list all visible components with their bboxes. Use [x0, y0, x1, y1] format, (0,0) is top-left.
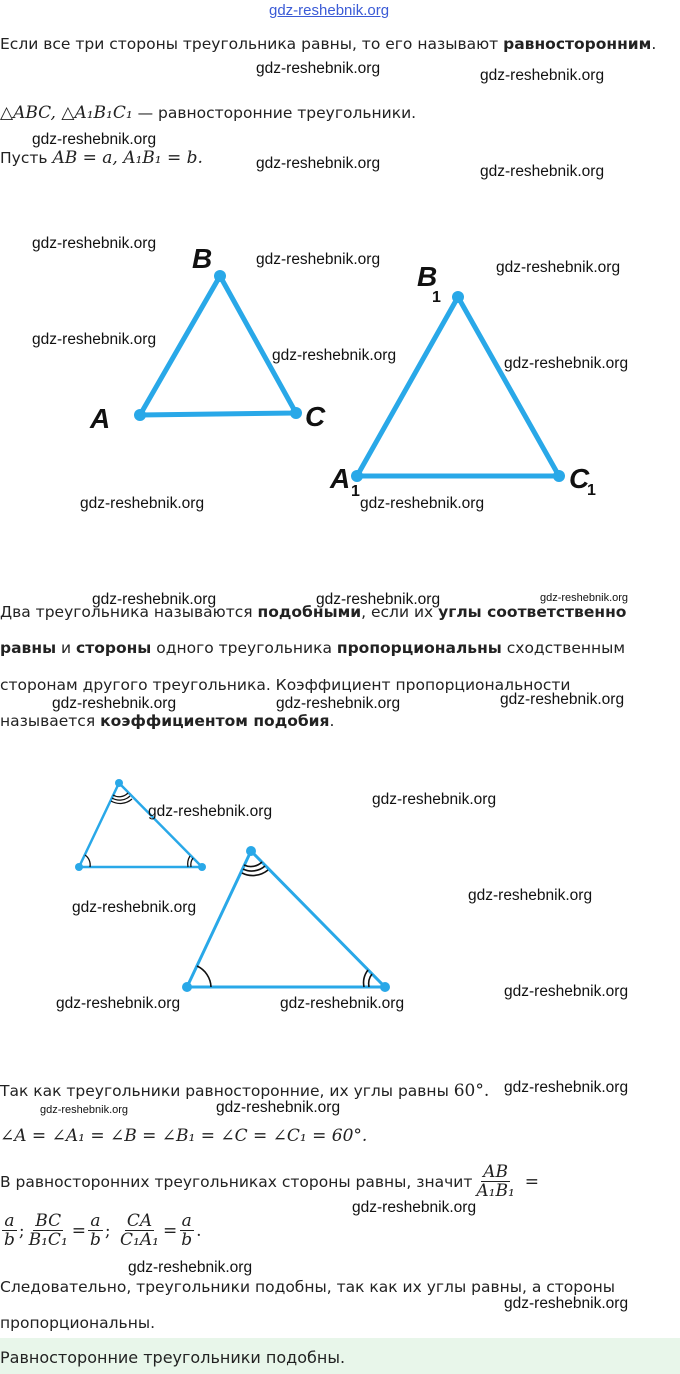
fraction-ca [118, 1212, 161, 1249]
def-text-1: Два треугольника называются [0, 603, 258, 621]
equals-2: = [162, 1220, 178, 1241]
def-text-4: одного треугольника [151, 639, 337, 657]
b2: b [90, 1230, 101, 1250]
similarity-definition-line4 [0, 711, 334, 731]
highlight-box [0, 1338, 680, 1374]
watermark: gdz-reshebnik.org [40, 1104, 129, 1116]
watermark: gdz-reshebnik.org [276, 695, 401, 712]
b1: b [4, 1230, 15, 1250]
watermark: gdz-reshebnik.org [216, 1099, 341, 1116]
watermark: gdz-reshebnik.org [72, 899, 197, 916]
label-A1-sub: 1 [351, 483, 360, 500]
watermark: gdz-reshebnik.org [272, 347, 397, 364]
watermark: gdz-reshebnik.org [128, 1259, 253, 1276]
def-bold-similar: подобными [257, 603, 362, 621]
equals: = [71, 1220, 87, 1241]
label-C1: C [569, 463, 590, 494]
watermark: gdz-reshebnik.org [80, 495, 205, 512]
label-B: B [192, 243, 213, 274]
bc-num: BC [35, 1211, 62, 1231]
watermark: gdz-reshebnik.org [504, 983, 629, 1000]
fraction-ab [474, 1163, 516, 1200]
watermark: gdz-reshebnik.org [32, 235, 157, 252]
label-A: A [90, 403, 111, 434]
def-text-2: , если их [361, 603, 439, 621]
watermark: gdz-reshebnik.org [480, 67, 605, 84]
label-B1: B [417, 261, 438, 292]
ca-num: CA [126, 1211, 153, 1231]
def-bold-angles: углы соответственно [438, 603, 627, 621]
bc-den: B₁C₁ [28, 1230, 68, 1250]
def-text-3: и [56, 639, 77, 657]
label-A1: A [330, 463, 351, 494]
watermark: gdz-reshebnik.org [32, 131, 157, 148]
watermark: gdz-reshebnik.org [372, 791, 497, 808]
similarity-definition-line3: сторонам другого треугольника. Коэффициент пропорциональности [0, 676, 571, 694]
watermark: gdz-reshebnik.org [56, 995, 181, 1012]
fraction-ab-num: AB [483, 1162, 508, 1182]
definition-bold-term: равносторонним [503, 35, 652, 53]
a1: a [4, 1211, 15, 1231]
label-C1-sub: 1 [587, 482, 596, 499]
triangles-formula: △ABC, △A₁B₁C₁ [0, 103, 133, 123]
triangles-text: — равносторонние треугольники. [132, 104, 417, 122]
semicolon-2: ; [104, 1220, 117, 1241]
def-bold-coefficient: коэффициентом подобия [100, 712, 330, 730]
large-triangle [329, 261, 596, 500]
semicolon: ; [18, 1220, 25, 1241]
angle-mark-small-left [85, 855, 90, 867]
watermark: gdz-reshebnik.org [32, 331, 157, 348]
watermark: gdz-reshebnik.org [316, 591, 441, 608]
watermark: gdz-reshebnik.org [52, 695, 177, 712]
def-bold-sides: стороны [76, 639, 152, 657]
period: . [196, 1220, 202, 1241]
sides-text: В равносторонних треугольниках стороны равны, значит [0, 1172, 473, 1191]
watermark: gdz-reshebnik.org [500, 691, 625, 708]
watermark: gdz-reshebnik.org [256, 155, 381, 172]
ratios-line [0, 1212, 202, 1249]
small-similar-triangle [75, 779, 206, 871]
sides-statement [0, 1163, 539, 1200]
label-C: C [305, 401, 326, 432]
def-text-6: называется [0, 712, 101, 730]
angle-value: 60°. [453, 1081, 490, 1101]
watermark: gdz-reshebnik.org [480, 163, 605, 180]
fraction-a-b-2 [88, 1212, 103, 1249]
watermark: gdz-reshebnik.org [468, 887, 593, 904]
fraction-bc [27, 1212, 70, 1249]
fraction-a-b-3 [179, 1212, 194, 1249]
watermark: gdz-reshebnik.org [280, 995, 405, 1012]
watermark: gdz-reshebnik.org [92, 591, 217, 608]
a2: a [90, 1211, 101, 1231]
watermark: gdz-reshebnik.org [352, 1199, 477, 1216]
a3: a [181, 1211, 192, 1231]
definition-period: . [651, 35, 657, 53]
watermark: gdz-reshebnik.org [256, 251, 381, 268]
watermark: gdz-reshebnik.org [504, 1295, 629, 1312]
angles-equality [0, 1126, 367, 1146]
angles-equality-formula: ∠A = ∠A₁ = ∠B = ∠B₁ = ∠C = ∠C₁ = 60°. [0, 1126, 368, 1146]
top-watermark-link[interactable]: gdz-reshebnik.org [269, 2, 390, 19]
def-bold-proportional: пропорциональны [336, 639, 502, 657]
watermark: gdz-reshebnik.org [504, 355, 629, 372]
angles-text: Так как треугольники равносторонние, их углы равны [0, 1082, 454, 1100]
definition-text: Если все три стороны треугольника равны, то его называют [0, 35, 504, 53]
watermark: gdz-reshebnik.org [148, 803, 273, 820]
def-text-7: . [329, 712, 335, 730]
conclusion-line1: Следовательно, треугольники подобны, так как их углы равны, а стороны [0, 1278, 615, 1296]
def-text-5: сходственным [501, 639, 626, 657]
large-similar-triangle [182, 846, 390, 992]
watermark: gdz-reshebnik.org [256, 60, 381, 77]
watermark: gdz-reshebnik.org [504, 1079, 629, 1096]
watermark: gdz-reshebnik.org [496, 259, 621, 276]
conclusion-line2: пропорциональны. [0, 1314, 155, 1332]
watermark: gdz-reshebnik.org [540, 592, 629, 604]
def-bold-equal: равны [0, 639, 57, 657]
fraction-ab-den: A₁B₁ [476, 1181, 515, 1201]
let-prefix: Пусть [0, 149, 53, 167]
ca-den: C₁A₁ [120, 1230, 159, 1250]
highlight-text: Равносторонние треугольники подобны. [0, 1348, 346, 1367]
angles-statement [0, 1081, 489, 1101]
let-formula: AB = a, A₁B₁ = b. [52, 148, 203, 168]
watermark: gdz-reshebnik.org [360, 495, 485, 512]
equals-sign: = [524, 1171, 540, 1192]
label-B1-sub: 1 [432, 289, 441, 306]
similarity-definition-line2 [0, 638, 625, 658]
fraction-a-b-1 [2, 1212, 17, 1249]
b3: b [181, 1230, 193, 1250]
